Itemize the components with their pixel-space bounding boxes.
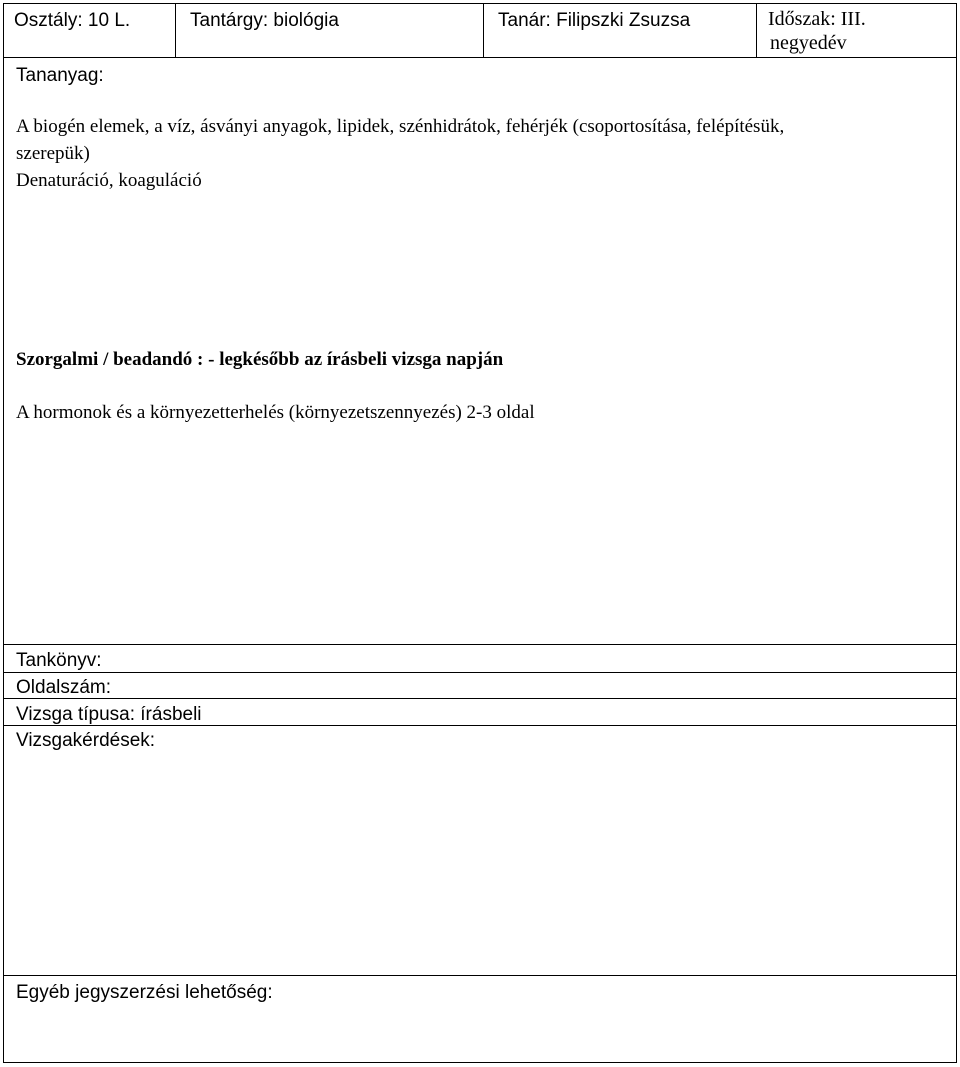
vizsga-tipusa-field: Vizsga típusa: írásbeli — [16, 704, 202, 725]
tananyag-line: Denaturáció, koaguláció — [16, 170, 202, 191]
vizsgakerdesek-field: Vizsgakérdések: — [16, 730, 156, 751]
row-divider — [4, 725, 956, 726]
tananyag-content — [16, 113, 944, 194]
oldalszam-field: Oldalszám: — [16, 677, 112, 698]
header-divider — [483, 4, 484, 58]
class-field: Osztály: 10 L. — [14, 10, 131, 31]
tananyag-line: A biogén elemek, a víz, ásványi anyagok, lipidek, szénhidrátok, fehérjék (csoportosítása, felépítésük, — [16, 116, 785, 137]
subject-field: Tantárgy: biológia — [190, 10, 339, 31]
tananyag-label: Tananyag: — [16, 65, 104, 86]
tankonyv-field: Tankönyv: — [16, 650, 102, 671]
teacher-field: Tanár: Filipszki Zsuzsa — [498, 10, 691, 31]
header-divider — [756, 4, 757, 58]
egyeb-field: Egyéb jegyszerzési lehetőség: — [16, 982, 273, 1003]
worksheet-form — [3, 3, 957, 1063]
period-line-2: negyedév — [770, 32, 847, 54]
szorgalmi-text: A hormonok és a környezetterhelés (környezetszennyezés) 2-3 oldal — [16, 402, 535, 423]
header-row — [4, 4, 956, 58]
row-divider — [4, 698, 956, 699]
tananyag-line: szerepük) — [16, 143, 90, 164]
header-divider — [175, 4, 176, 58]
period-line-1: Időszak: III. — [768, 8, 866, 30]
row-divider — [4, 672, 956, 673]
period-field — [768, 4, 866, 58]
row-divider — [4, 975, 956, 976]
szorgalmi-heading: Szorgalmi / beadandó : - legkésőbb az írásbeli vizsga napján — [16, 349, 504, 370]
row-divider — [4, 644, 956, 645]
